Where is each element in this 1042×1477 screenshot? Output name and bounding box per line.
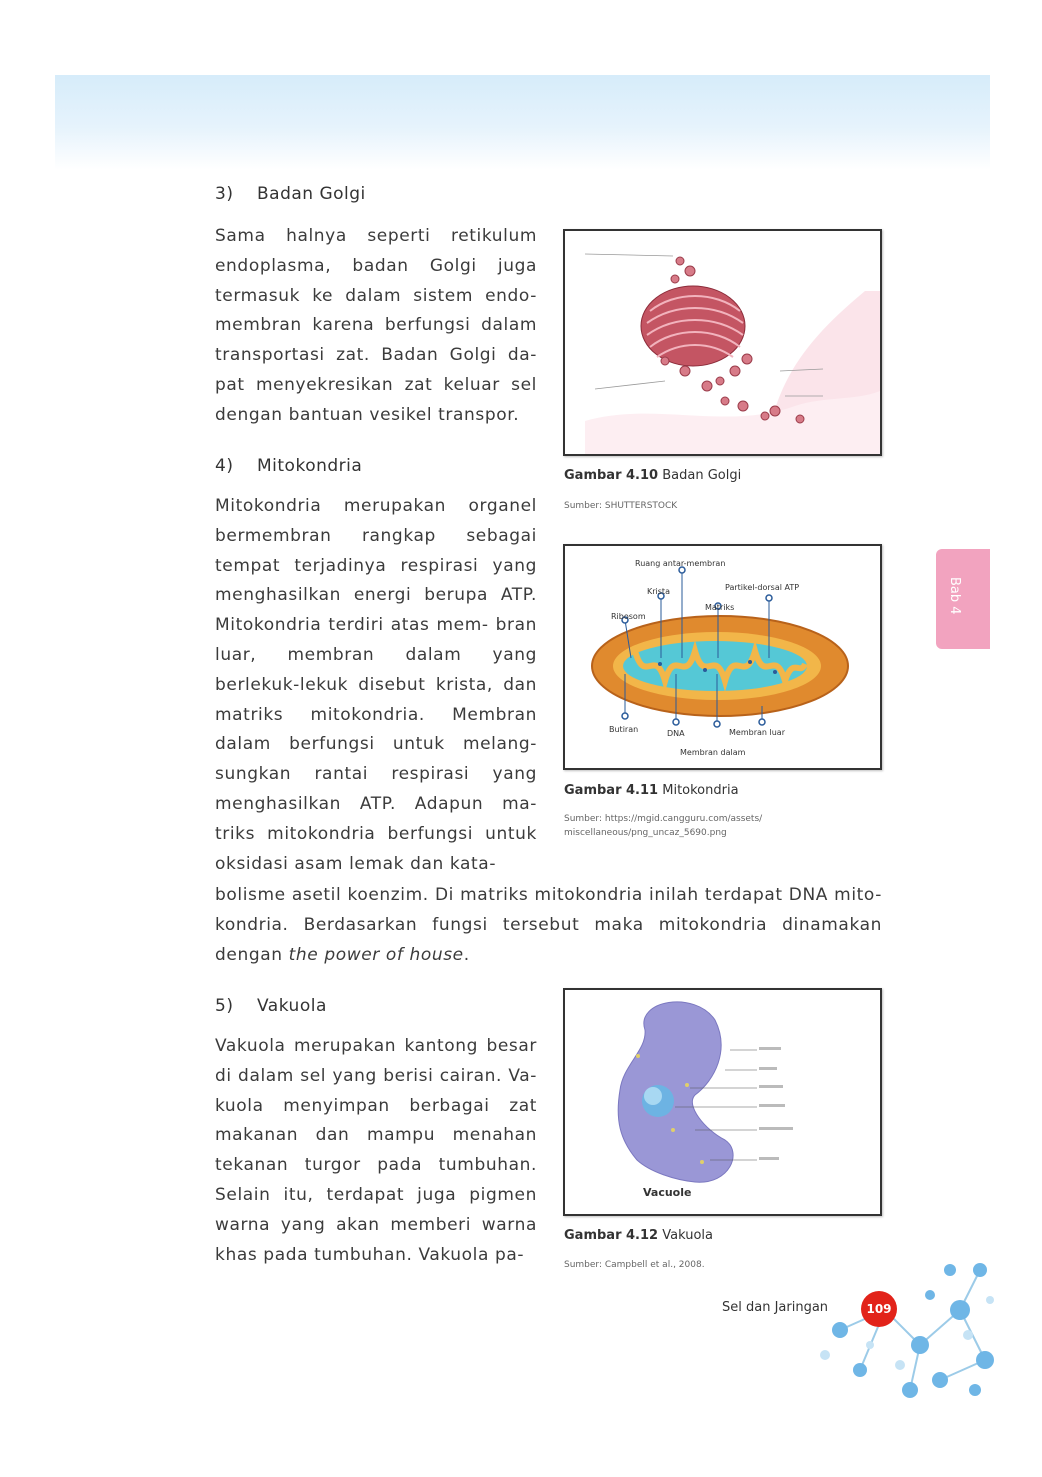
heading-number: 5) <box>215 996 234 1016</box>
molecule-decoration <box>800 1250 1000 1410</box>
source-line-1: Sumber: https://mgid.cangguru.com/assets/ <box>564 814 763 824</box>
golgi-illustration <box>565 231 880 454</box>
paragraph-mitokondria: Mitokondria merupakan organel bermembran rangkap sebagai tempat terjadinya respirasi yang menghasilkan energi berupa ATP. Mitokondria terdiri atas mem- bran luar, membran dalam yang berlekuk-lekuk disebut krista, dan matriks mitokondria. Membran dalam berfungsi untuk melang- sungkan rantai respirasi yang menghasilkan ATP. Adapun ma- triks mitokondria berfungsi untuk oksidasi asam lemak dan kata- <box>215 496 537 874</box>
footer-chapter-title: Sel dan Jaringan <box>722 1300 829 1315</box>
figure-vakuola-source: Sumber: Campbell et al., 2008. <box>564 1260 705 1270</box>
figure-golgi-source: Sumber: SHUTTERSTOCK <box>564 501 678 511</box>
caption-label: Gambar 4.10 <box>564 468 659 483</box>
heading-mitokondria <box>215 456 362 476</box>
label-membran-luar: Membran luar <box>729 728 785 737</box>
figure-vakuola <box>563 988 882 1216</box>
caption-title: Badan Golgi <box>662 468 742 483</box>
source-line-2: miscellaneous/png_uncaz_5690.png <box>564 828 727 838</box>
label-ribosom: Ribosom <box>611 612 646 621</box>
heading-title: Badan Golgi <box>257 184 366 204</box>
label-matriks: Matriks <box>705 603 735 612</box>
label-membran-dalam: Membran dalam <box>680 748 746 757</box>
label-ruang: Ruang antar-membran <box>635 559 726 568</box>
caption-title: Vakuola <box>662 1228 713 1243</box>
label-butiran: Butiran <box>609 725 639 734</box>
figure-vakuola-caption <box>564 1228 713 1243</box>
page-number: 109 <box>861 1291 897 1327</box>
header-band <box>55 75 990 170</box>
label-partikel: Partikel-dorsal ATP <box>725 583 800 592</box>
italic-phrase: the power of house <box>288 944 464 965</box>
heading-number: 3) <box>215 184 234 204</box>
heading-title: Mitokondria <box>257 456 363 476</box>
label-krista: Krista <box>647 587 670 596</box>
heading-golgi <box>215 184 366 204</box>
paragraph-golgi: Sama halnya seperti retikulum endoplasma, badan Golgi juga termasuk ke dalam sistem endo- membran karena berfungsi dalam transportasi zat. Badan Golgi da- pat menyekresikan zat keluar sel dengan bantuan vesikel transpor. <box>215 226 537 425</box>
figure-golgi <box>563 229 882 456</box>
paragraph-mitokondria-wide <box>215 881 882 970</box>
heading-vakuola <box>215 996 327 1016</box>
figure-mitokondria <box>563 544 882 770</box>
chapter-tab-label: Bab 4 <box>947 577 962 615</box>
caption-title: Mitokondria <box>662 783 739 798</box>
caption-label: Gambar 4.11 <box>564 783 659 798</box>
chapter-tab[interactable] <box>936 549 990 649</box>
label-dna: DNA <box>667 729 685 738</box>
figure-golgi-caption <box>564 468 741 483</box>
paragraph-vakuola: Vakuola merupakan kantong besar di dalam sel yang berisi cairan. Va- kuola menyimpan berbagai zat makanan dan mampu menahan tekanan turgor pada tumbuhan. Selain itu, terdapat juga pigmen warna yang akan memberi warna khas pada tumbuhan. Vakuola pa- <box>215 1036 537 1265</box>
label-vacuole: Vacuole <box>643 1186 692 1199</box>
heading-number: 4) <box>215 456 234 476</box>
mitochondria-illustration <box>565 546 880 768</box>
figure-mitokondria-caption <box>564 783 739 798</box>
heading-title: Vakuola <box>257 996 327 1016</box>
caption-label: Gambar 4.12 <box>564 1228 659 1243</box>
vacuole-illustration <box>565 990 880 1214</box>
paragraph-end: . <box>463 944 470 965</box>
paragraph-text: bolisme asetil koenzim. Di matriks mitokondria inilah terdapat DNA mito- kondria. Berdasarkan fungsi tersebut maka mitokondria dinamakan dengan <box>215 885 882 965</box>
figure-mitokondria-source <box>564 812 762 840</box>
